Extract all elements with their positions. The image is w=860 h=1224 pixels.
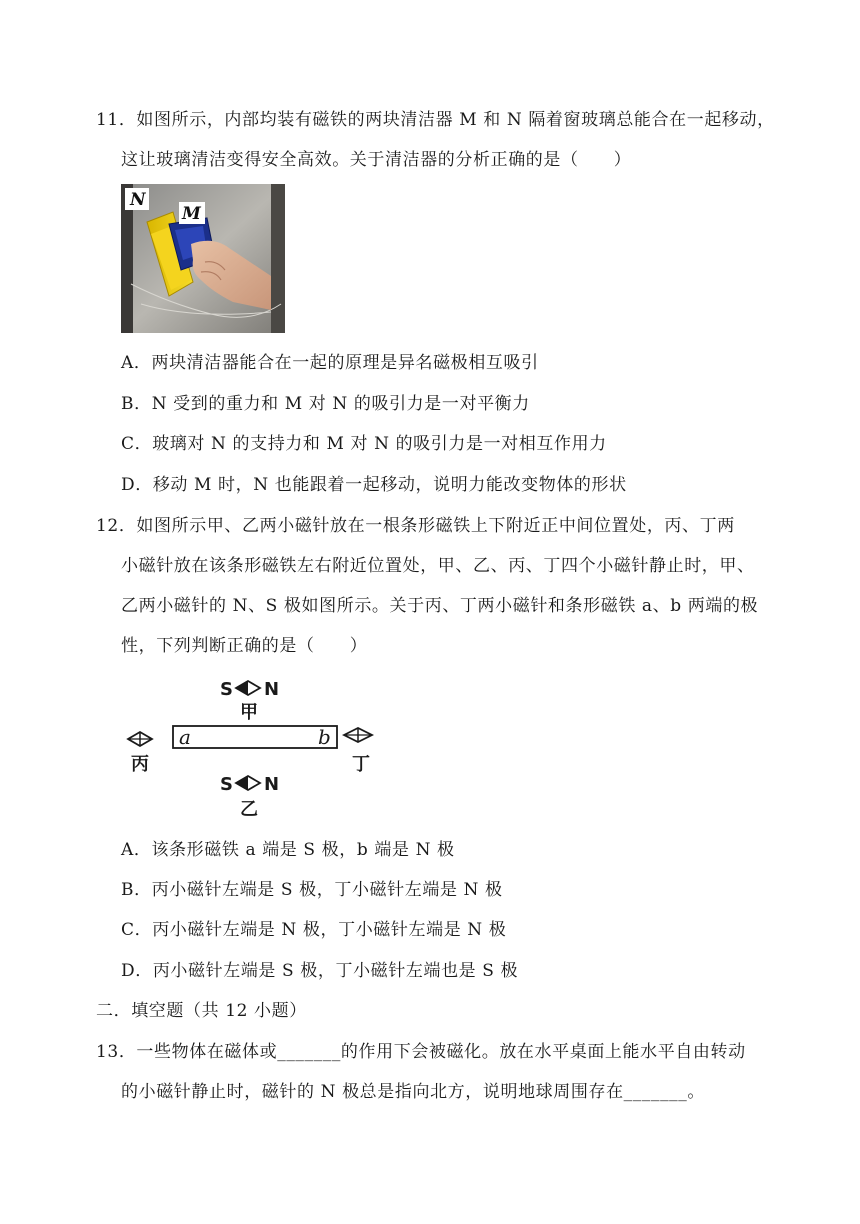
jia-n-label: N bbox=[264, 679, 280, 700]
q11-cleaner-photo bbox=[121, 184, 285, 333]
photo-label-m: M bbox=[182, 204, 201, 224]
bar-magnet bbox=[173, 726, 337, 748]
yi-s-label: S bbox=[220, 774, 233, 795]
jia-s-label: S bbox=[220, 679, 233, 700]
magnet-end-a: a bbox=[179, 725, 191, 749]
q13-line2: 的小磁针静止时，磁针的 N 极总是指向北方，说明地球周围存在_______。 bbox=[121, 1082, 705, 1102]
bing-name: 丙 bbox=[131, 754, 149, 775]
q11-option-c: C．玻璃对 N 的支持力和 M 对 N 的吸引力是一对相互作用力 bbox=[121, 434, 607, 454]
yi-n-label: N bbox=[264, 774, 280, 795]
yi-name: 乙 bbox=[240, 799, 258, 820]
q12-stem-line2: 小磁针放在该条形磁铁左右附近位置处，甲、乙、丙、丁四个小磁针静止时，甲、 bbox=[121, 556, 755, 576]
q12-option-c: C．丙小磁针左端是 N 极，丁小磁针左端是 N 极 bbox=[121, 920, 507, 940]
photo-label-n: N bbox=[130, 190, 146, 210]
q13-line1: 13．一些物体在磁体或_______的作用下会被磁化。放在水平桌面上能水平自由转动 bbox=[96, 1042, 746, 1062]
q12-option-d: D．丙小磁针左端是 S 极，丁小磁针左端也是 S 极 bbox=[121, 961, 519, 981]
q11-option-b: B．N 受到的重力和 M 对 N 的吸引力是一对平衡力 bbox=[121, 394, 530, 414]
q12-stem-line4: 性，下列判断正确的是（ ） bbox=[121, 636, 368, 656]
ding-name: 丁 bbox=[352, 754, 370, 775]
q12-option-a: A．该条形磁铁 a 端是 S 极，b 端是 N 极 bbox=[121, 840, 455, 860]
q11-option-a: A．两块清洁器能合在一起的原理是异名磁极相互吸引 bbox=[121, 353, 539, 373]
q11-stem-line2: 这让玻璃清洁变得安全高效。关于清洁器的分析正确的是（ ） bbox=[121, 150, 632, 170]
q12-stem-line3: 乙两小磁针的 N、S 极如图所示。关于丙、丁两小磁针和条形磁铁 a、b 两端的极 bbox=[121, 596, 759, 616]
q12-magnet-figure bbox=[118, 672, 388, 822]
q11-stem-line1: 11．如图所示，内部均装有磁铁的两块清洁器 M 和 N 隔着窗玻璃总能合在一起移动， bbox=[96, 110, 775, 130]
q11-option-d: D．移动 M 时，N 也能跟着一起移动，说明力能改变物体的形状 bbox=[121, 475, 627, 495]
magnet-end-b: b bbox=[318, 725, 331, 749]
q12-option-b: B．丙小磁针左端是 S 极，丁小磁针左端是 N 极 bbox=[121, 880, 503, 900]
section-heading: 二．填空题（共 12 小题） bbox=[96, 1001, 307, 1021]
jia-name: 甲 bbox=[240, 702, 258, 723]
q12-stem-line1: 12．如图所示甲、乙两小磁针放在一根条形磁铁上下附近正中间位置处，丙、丁两 bbox=[96, 516, 735, 536]
